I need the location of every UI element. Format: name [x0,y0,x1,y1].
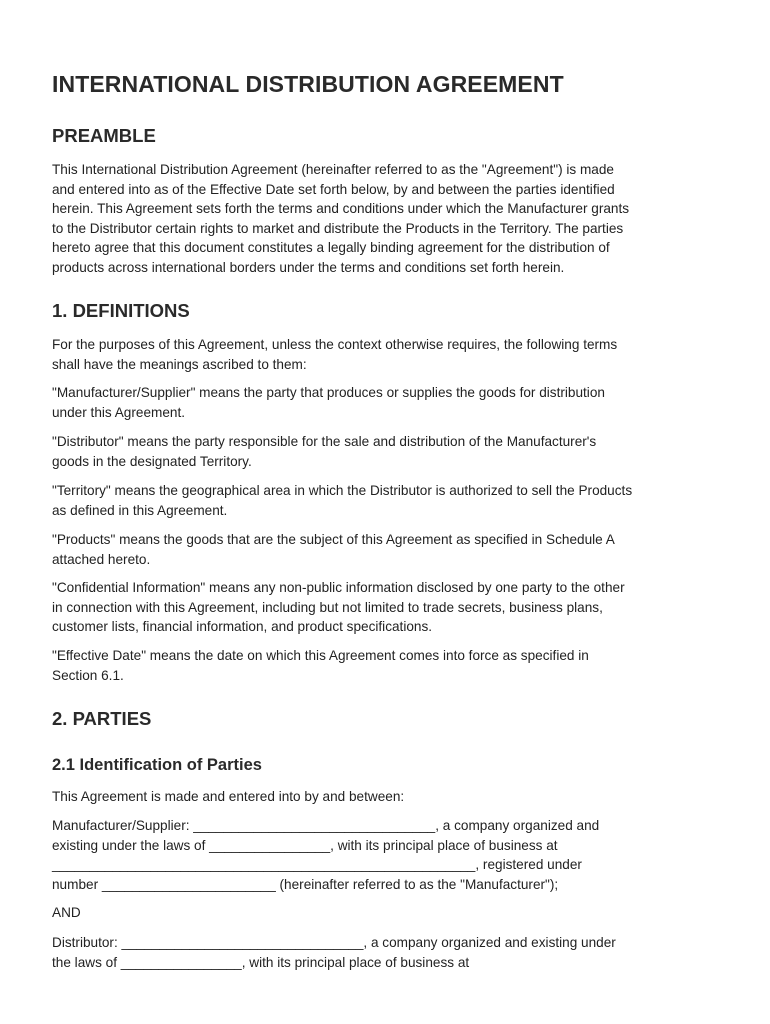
text-line: customer lists, financial information, and product specifications. [52,619,433,634]
definition-products [52,530,732,569]
definition-distributor [52,432,732,471]
text-line: "Manufacturer/Supplier" means the party that produces or supplies the goods for distribution [52,385,605,400]
text-line: herein. This Agreement sets forth the terms and conditions under which the Manufacturer grants [52,201,630,216]
text-line: ________________________________________________________, registered under [52,857,582,872]
text-line: to the Distributor certain rights to market and distribute the Products in the Territory. The parties [52,220,624,236]
text-line: shall have the meanings ascribed to them: [52,356,307,372]
parties-heading: 2. PARTIES [52,708,152,729]
text-line: the laws of ________________, with its principal place of business at [52,954,470,970]
text-line: Manufacturer/Supplier: ________________________________, a company organized and [52,818,600,833]
manufacturer-clause [52,816,732,894]
text-line: "Products" means the goods that are the subject of this Agreement as specified in Schedule A [52,532,615,547]
distributor-clause [52,933,732,972]
text-line: Section 6.1. [52,667,124,683]
definitions-heading: 1. DEFINITIONS [52,300,190,321]
text-line: "Effective Date" means the date on which this Agreement comes into force as specified in [52,648,589,663]
text-line: This Agreement is made and entered into by and between: [52,789,405,804]
definition-effective-date [52,646,732,685]
text-line: as defined in this Agreement. [52,502,228,518]
preamble-heading: PREAMBLE [52,125,156,146]
text-line: products across international borders under the terms and conditions set forth herein. [52,259,565,275]
text-line: For the purposes of this Agreement, unless the context otherwise requires, the following terms [52,337,618,352]
definition-manufacturer [52,383,732,422]
text-line: number _______________________ (hereinafter referred to as the "Manufacturer"); [52,876,559,892]
text-line: "Confidential Information" means any non-public information disclosed by one party to the other [52,580,625,595]
text-line: AND [52,905,81,920]
text-line: "Territory" means the geographical area in which the Distributor is authorized to sell the Products [52,483,633,498]
definition-confidential-information [52,578,732,637]
text-line: This International Distribution Agreement (hereinafter referred to as the "Agreement") is made [52,162,614,177]
text-line: hereto agree that this document constitutes a legally binding agreement for the distribution of [52,240,610,255]
parties-subheading: 2.1 Identification of Parties [52,756,262,774]
text-line: attached hereto. [52,551,151,567]
text-line: existing under the laws of ________________, with its principal place of business at [52,837,558,853]
preamble-paragraph [52,160,732,277]
and-separator [52,903,732,923]
document-title: INTERNATIONAL DISTRIBUTION AGREEMENT [52,71,564,97]
definitions-intro [52,335,732,374]
text-line: under this Agreement. [52,404,185,420]
parties-intro [52,787,732,807]
text-line: in connection with this Agreement, including but not limited to trade secrets, business plans, [52,599,603,615]
text-line: "Distributor" means the party responsible for the sale and distribution of the Manufacturer's [52,434,597,449]
text-line: goods in the designated Territory. [52,453,252,469]
definition-territory [52,481,732,520]
text-line: Distributor: ________________________________, a company organized and existing under [52,935,616,950]
text-line: and entered into as of the Effective Date set forth below, by and between the parties identified [52,181,615,197]
